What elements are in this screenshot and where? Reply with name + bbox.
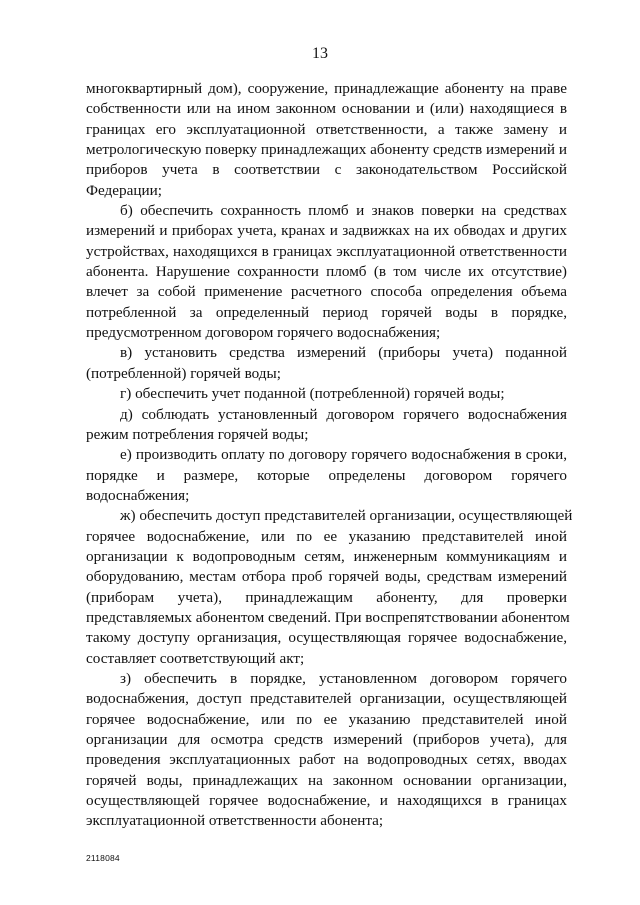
text-line: собственности или на ином законном основании и (или) находящиеся в [86,100,567,118]
document-id: 2118084 [86,853,120,863]
text-line: е) производить оплату по договору горячего водоснабжения в сроки, [120,446,567,464]
text-line: горячей воды, принадлежащих на законном основании организации, [86,771,567,789]
text-line: режим потребления горячей воды; [86,425,309,443]
text-line: г) обеспечить учет поданной (потребленной) горячей воды; [120,385,505,403]
text-line: (потребленной) горячей воды; [86,364,281,382]
text-line: эксплуатационной ответственности абонента; [86,812,384,830]
text-line: водоснабжения; [86,486,190,504]
text-line: приборов учета в соответствии с законодательством Российской [86,161,567,179]
text-line: многоквартирный дом), сооружение, принадлежащие абоненту на праве [86,80,567,97]
text-line: предусмотренном договором горячего водоснабжения; [86,324,441,342]
text-line: проведения эксплуатационных работ на водопроводных сетях, вводах [86,751,567,769]
text-line: ж) обеспечить доступ представителей организации, осуществляющей [120,507,573,525]
text-line: Федерации; [86,181,162,199]
text-line: в) установить средства измерений (приборы учета) поданной [120,344,567,362]
text-line: организации к водопроводным сетям, инженерным коммуникациям и [86,547,567,565]
text-line: метрологическую поверку принадлежащих абоненту средств измерений и [86,141,567,159]
text-line: (приборам учета), принадлежащим абоненту, для проверки [86,588,567,606]
text-line: водоснабжения, доступ представителей организации, осуществляющей [86,690,567,708]
text-line: влечет за собой применение расчетного способа определения объема [86,283,567,301]
text-line: организации для осмотра средств измерений (приборов учета), для [86,731,567,748]
text-line: горячее водоснабжение, или по ее указанию представителей иной [86,527,567,545]
text-line: измерений и приборах учета, кранах и задвижках на их обводах и других [86,222,567,240]
text-line: з) обеспечить в порядке, установленном договором горячего [120,669,567,687]
text-line: оборудованию, местам отбора проб горячей воды, средствам измерений [86,568,567,586]
text-line: такому доступу организация, осуществляющая горячее водоснабжение, [86,629,567,647]
page-number: 13 [312,45,328,62]
text-line: д) соблюдать установленный договором горячего водоснабжения [120,405,567,423]
text-line: составляет соответствующий акт; [86,649,305,667]
text-line: устройствах, находящихся в границах эксплуатационной ответственности [86,242,567,260]
text-line: горячее водоснабжение, или по ее указанию представителей иной [86,710,567,728]
text-line: порядке и размере, которые определены договором горячего [86,466,567,484]
text-line: потребленной за определенный период горячей воды в порядке, [86,303,567,321]
text-line: б) обеспечить сохранность пломб и знаков поверки на средствах [120,202,567,220]
text-line: границах его эксплуатационной ответственности, а также замену и [86,120,567,138]
text-line: представляемых абонентом сведений. При воспрепятствовании абонентом [86,608,570,626]
text-line: абонента. Нарушение сохранности пломб (в том числе их отсутствие) [86,263,567,281]
text-line: осуществляющей горячее водоснабжение, и находящихся в границах [86,792,567,810]
body-text [86,79,573,832]
